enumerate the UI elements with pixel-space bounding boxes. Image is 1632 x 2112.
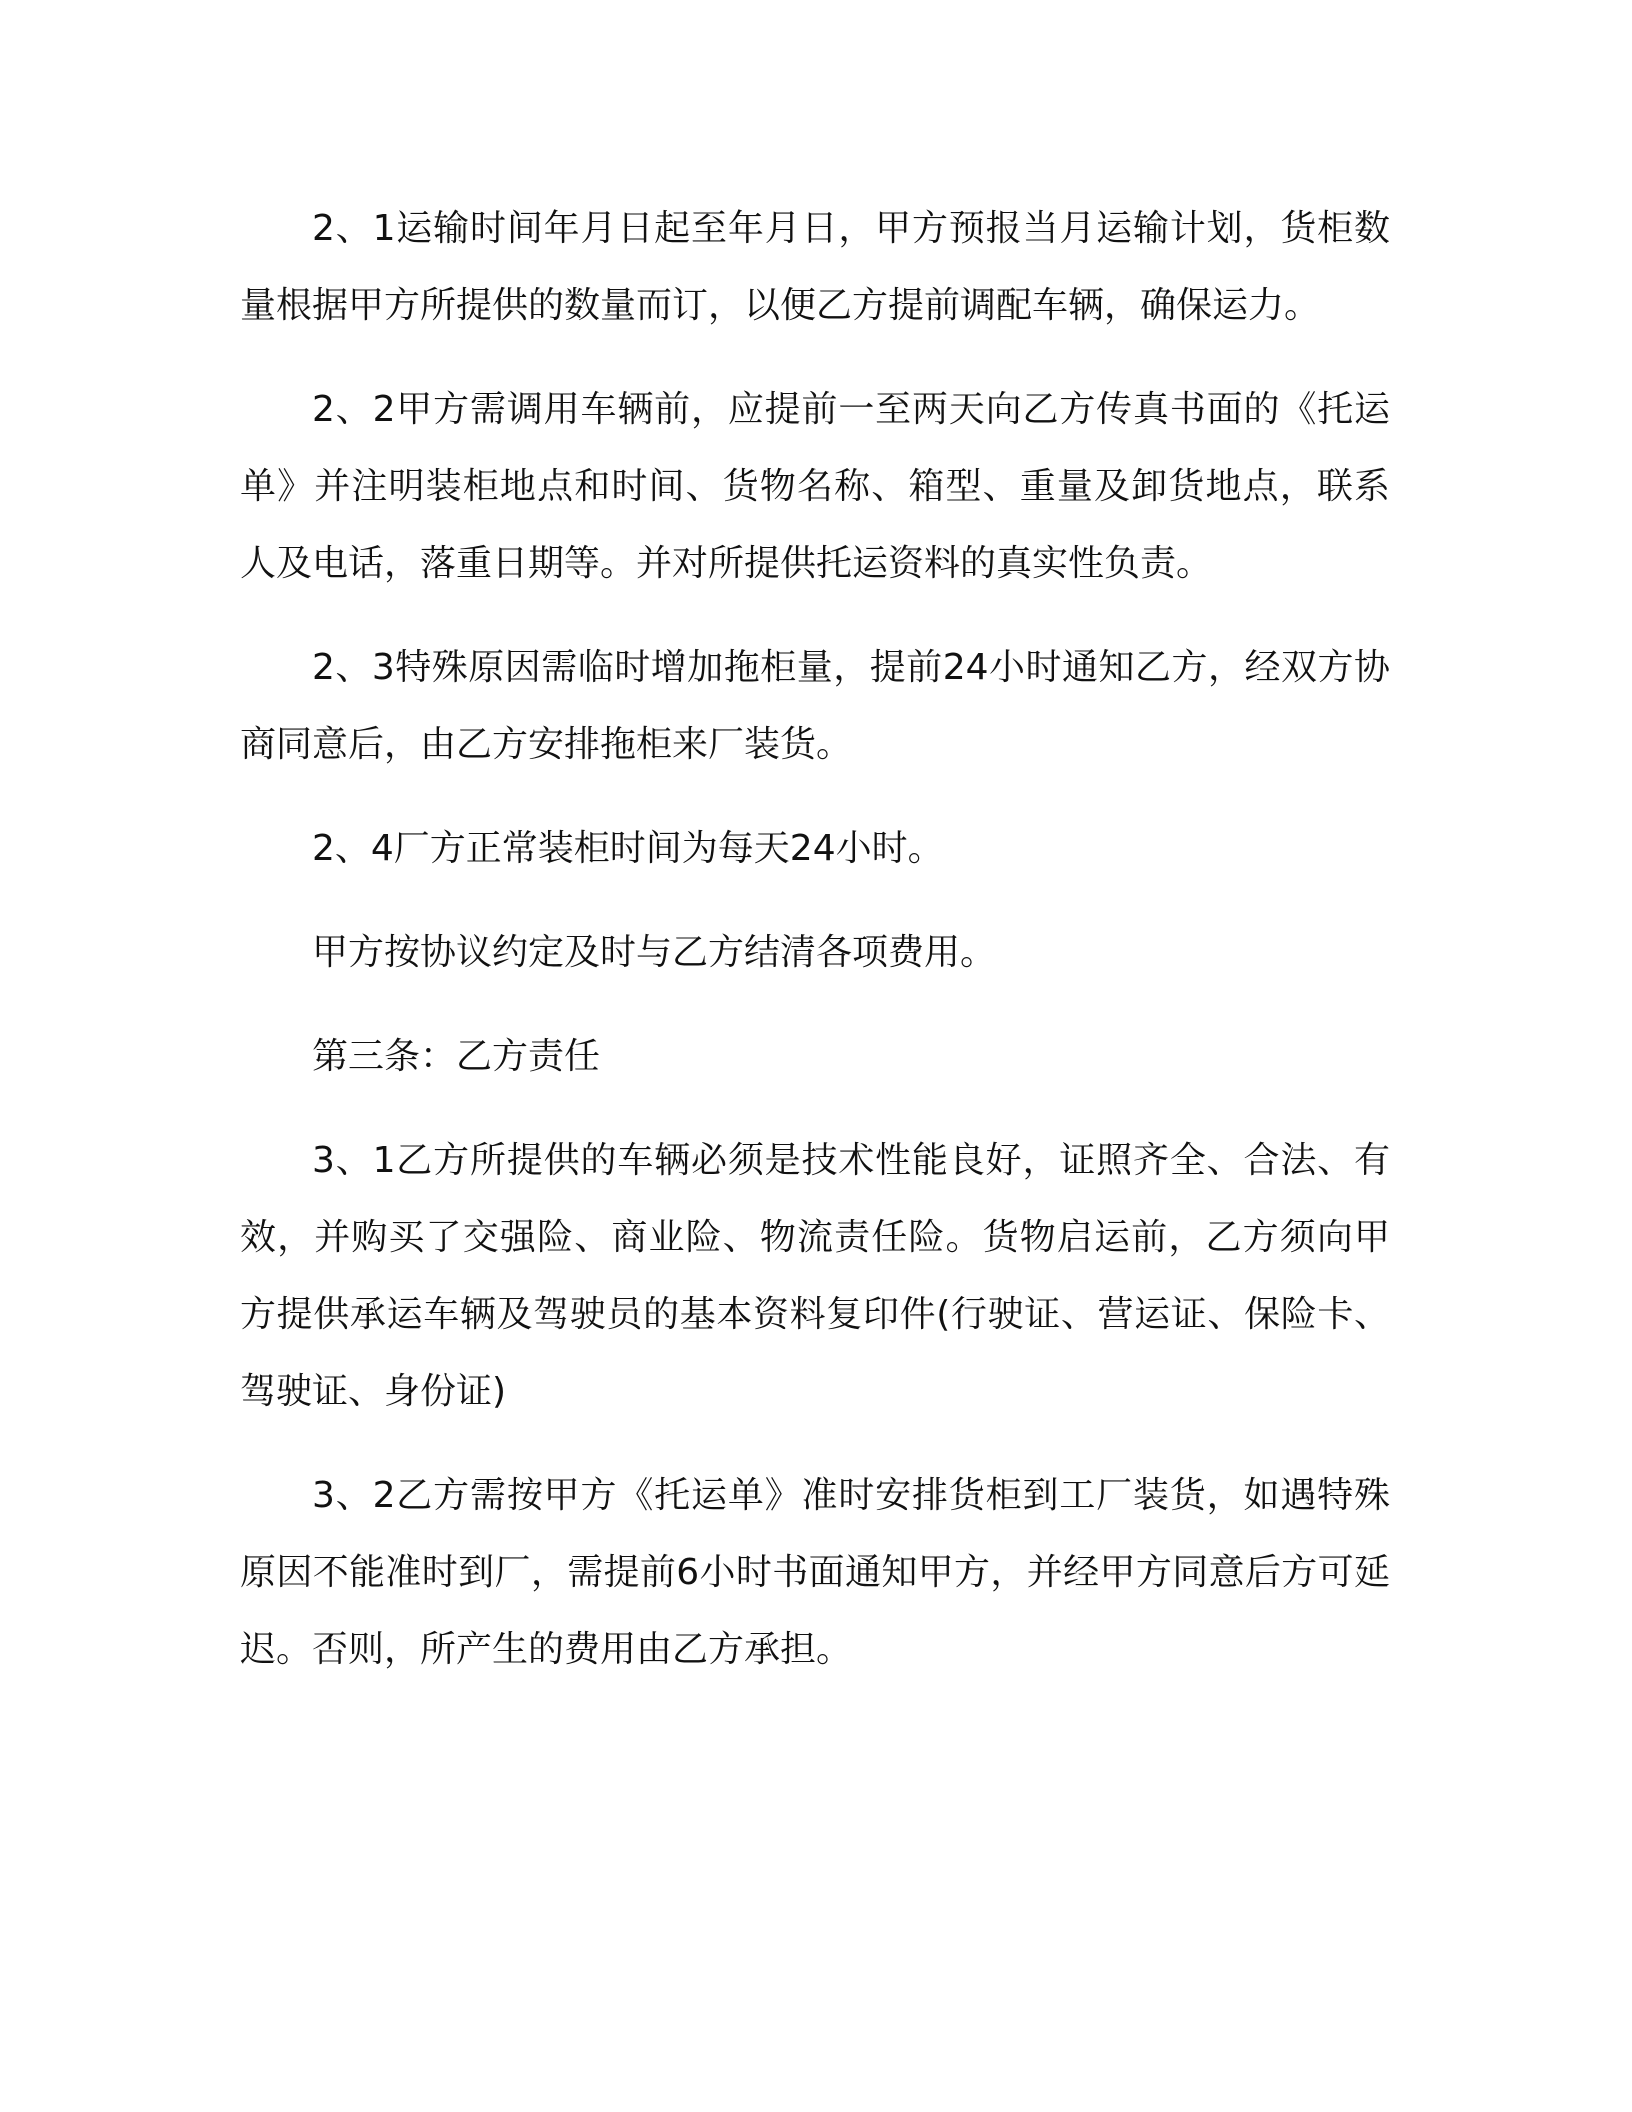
paragraph-party-a-payment: 甲方按协议约定及时与乙方结清各项费用。 — [312, 932, 997, 973]
section-heading-article-3: 第三条：乙方责任 — [312, 1036, 601, 1077]
paragraph-2-1: 2、1运输时间年月日起至年月日，甲方预报当月运输计划，货柜数量根据甲方所提供的数量而订，以便乙方提前调配车辆，确保运力。 — [240, 208, 1390, 326]
paragraph-2-2: 2、2甲方需调用车辆前，应提前一至两天向乙方传真书面的《托运单》并注明装柜地点和时间、货物名称、箱型、重量及卸货地点，联系人及电话，落重日期等。并对所提供托运资料的真实性负责。 — [240, 389, 1390, 584]
document-body — [240, 190, 1390, 1715]
paragraph-3-2: 3、2乙方需按甲方《托运单》准时安排货柜到工厂装货，如遇特殊原因不能准时到厂，需提前6小时书面通知甲方，并经甲方同意后方可延迟。否则，所产生的费用由乙方承担。 — [240, 1475, 1390, 1670]
paragraph-2-4: 2、4厂方正常装柜时间为每天24小时。 — [312, 828, 944, 869]
paragraph-3-1: 3、1乙方所提供的车辆必须是技术性能良好，证照齐全、合法、有效，并购买了交强险、商业险、物流责任险。货物启运前，乙方须向甲方提供承运车辆及驾驶员的基本资料复印件(行驶证、营运证、保险卡、驾驶证、身份证) — [240, 1140, 1390, 1412]
paragraph-2-3: 2、3特殊原因需临时增加拖柜量，提前24小时通知乙方，经双方协商同意后，由乙方安排拖柜来厂装货。 — [240, 647, 1390, 765]
